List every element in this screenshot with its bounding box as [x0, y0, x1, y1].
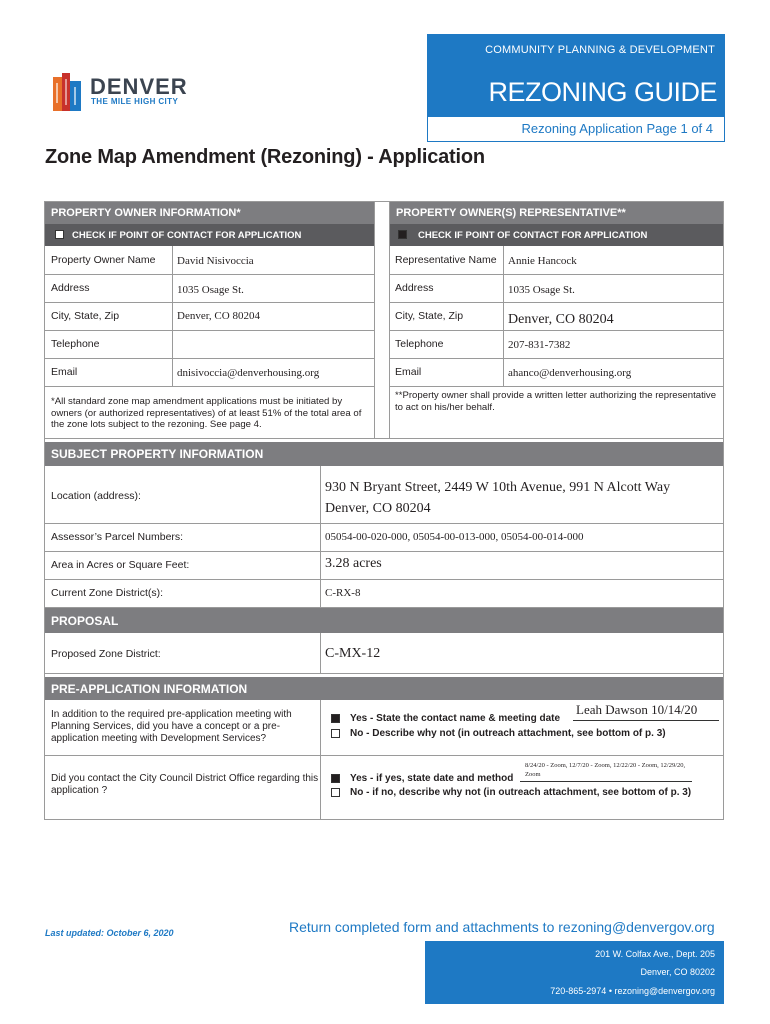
denver-skyline-logo-icon [53, 73, 81, 111]
q2-no-label: No - if no, describe why not (in outreach attachment, see bottom of p. 3) [350, 787, 692, 798]
footer-address-line2: Denver, CO 80202 [640, 967, 715, 977]
parcel-field[interactable]: 05054-00-020-000, 05054-00-013-000, 05054-00-014-000 [325, 531, 584, 543]
location-field-line1[interactable]: 930 N Bryant Street, 2449 W 10th Avenue, 991 N Alcott Way [325, 480, 671, 495]
q2-no-checkbox[interactable] [331, 788, 340, 797]
row-line [45, 755, 723, 756]
rep-contact-checkbox[interactable] [398, 230, 407, 239]
rep-city-field[interactable]: Denver, CO 80204 [508, 312, 614, 327]
proposal-section-header [45, 608, 723, 633]
proposed-zone-field[interactable]: C-MX-12 [325, 646, 381, 661]
row-line [45, 358, 374, 359]
q1-yes-checkbox[interactable] [331, 714, 340, 723]
preapp-heading: PRE-APPLICATION INFORMATION [51, 682, 248, 696]
area-field[interactable]: 3.28 acres [325, 556, 382, 571]
rep-contact-label: CHECK IF POINT OF CONTACT FOR APPLICATION [418, 230, 648, 241]
area-label: Area in Acres or Square Feet: [51, 559, 190, 571]
subject-section-header [45, 442, 723, 466]
parcel-label: Assessor’s Parcel Numbers: [51, 531, 184, 543]
guide-title: REZONING GUIDE [488, 77, 717, 107]
rep-contact-row [390, 224, 723, 246]
owner-section-header [45, 202, 374, 224]
q2-yes-label: Yes - if yes, state date and method [350, 773, 514, 784]
owner-city-field[interactable]: Denver, CO 80204 [177, 310, 260, 322]
row-line [390, 274, 723, 275]
preapp-label-divider [320, 700, 321, 819]
row-line [45, 302, 374, 303]
proposal-label-divider [320, 633, 321, 674]
proposed-zone-label: Proposed Zone District: [51, 648, 161, 660]
subject-heading: SUBJECT PROPERTY INFORMATION [51, 447, 264, 461]
rep-email-field[interactable]: ahanco@denverhousing.org [508, 367, 632, 379]
owner-contact-row [45, 224, 374, 246]
rep-city-label: City, State, Zip [395, 310, 464, 322]
rep-telephone-label: Telephone [395, 338, 444, 350]
rep-heading: PROPERTY OWNER(S) REPRESENTATIVE** [396, 207, 626, 219]
column-gap-left [374, 202, 375, 438]
row-line [45, 386, 374, 387]
logo-tagline: THE MILE HIGH CITY [91, 97, 179, 106]
rep-name-field[interactable]: Annie Hancock [508, 255, 577, 267]
row-line [390, 386, 723, 387]
owner-contact-label: CHECK IF POINT OF CONTACT FOR APPLICATION [72, 230, 302, 241]
preapp-question-2: Did you contact the City Council District Office regarding this application ? [51, 773, 319, 796]
rep-name-label: Representative Name [395, 254, 497, 266]
footer-address-line1: 201 W. Colfax Ave., Dept. 205 [595, 949, 715, 959]
q2-yes-checkbox[interactable] [331, 774, 340, 783]
owner-address-field[interactable]: 1035 Osage St. [177, 284, 244, 296]
q1-no-checkbox[interactable] [331, 729, 340, 738]
q2-answer-line1[interactable]: 8/24/20 - Zoom, 12/7/20 - Zoom, 12/22/20 - Zoom, 12/29/20, [525, 762, 686, 769]
row-line [390, 358, 723, 359]
row-line [45, 330, 374, 331]
preapp-section-header [45, 677, 723, 700]
last-updated: Last updated: October 6, 2020 [45, 928, 174, 938]
owner-label-divider [172, 246, 173, 386]
q1-yes-label: Yes - State the contact name & meeting date [350, 713, 561, 724]
owner-telephone-label: Telephone [51, 338, 100, 350]
location-field-line2[interactable]: Denver, CO 80204 [325, 501, 431, 516]
logo-wordmark: DENVER [90, 74, 188, 99]
q1-no-label: No - Describe why not (in outreach attachment, see bottom of p. 3) [350, 728, 666, 739]
rep-address-field[interactable]: 1035 Osage St. [508, 284, 575, 296]
owner-name-label: Property Owner Name [51, 254, 156, 266]
location-label: Location (address): [51, 490, 141, 502]
owner-heading: PROPERTY OWNER INFORMATION* [51, 207, 241, 219]
q2-answer-underline [520, 781, 692, 782]
column-gap-right [389, 202, 390, 438]
q1-answer-underline [573, 720, 719, 721]
rep-section-header [390, 202, 723, 224]
rep-address-label: Address [395, 282, 434, 294]
q2-answer-line2[interactable]: Zoom [525, 771, 541, 778]
row-line [45, 274, 374, 275]
row-line [45, 579, 723, 580]
proposal-heading: PROPOSAL [51, 614, 119, 628]
row-line [45, 673, 723, 674]
q1-contact-field[interactable]: Leah Dawson 10/14/20 [576, 702, 698, 717]
page-label: Rezoning Application Page 1 of 4 [521, 121, 713, 136]
department-name: COMMUNITY PLANNING & DEVELOPMENT [485, 44, 715, 56]
owner-email-label: Email [51, 366, 78, 378]
section-line [45, 438, 723, 439]
preapp-question-1: In addition to the required pre-application meeting with Planning Services, did you have a concept or a pre-application meeting with Development Services? [51, 709, 292, 744]
footer-contact: 720-865-2974 • rezoning@denvergov.org [550, 986, 715, 996]
rep-telephone-field[interactable]: 207-831-7382 [508, 339, 571, 351]
owner-contact-checkbox[interactable] [55, 230, 64, 239]
form-title: Zone Map Amendment (Rezoning) - Application [45, 146, 485, 168]
owner-city-label: City, State, Zip [51, 310, 120, 322]
owner-name-field[interactable]: David Nisivoccia [177, 255, 254, 267]
rep-label-divider [503, 246, 504, 386]
owner-note: *All standard zone map amendment applications must be initiated by owners (or authorized representatives) of at least 51% of the total area of the zone lots subject to the rezoning. See page 4. [51, 396, 362, 430]
subject-label-divider [320, 466, 321, 608]
row-line [390, 330, 723, 331]
row-line [45, 551, 723, 552]
current-zone-label: Current Zone District(s): [51, 587, 164, 599]
return-instructions: Return completed form and attachments to rezoning@denvergov.org [289, 919, 715, 935]
rep-email-label: Email [395, 366, 422, 378]
current-zone-field[interactable]: C-RX-8 [325, 587, 361, 599]
row-line [45, 523, 723, 524]
rep-note: **Property owner shall provide a written letter authorizing the representative to act on his/her behalf. [395, 390, 717, 413]
owner-email-field[interactable]: dnisivoccia@denverhousing.org [177, 367, 320, 379]
row-line [390, 302, 723, 303]
owner-address-label: Address [51, 282, 90, 294]
